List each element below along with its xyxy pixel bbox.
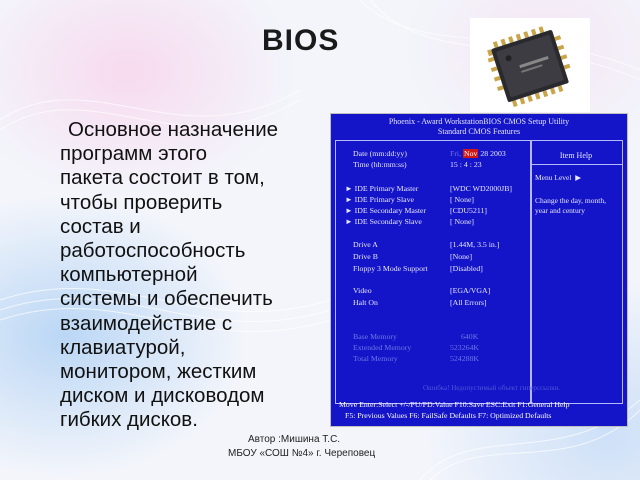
drive-value[interactable]: [None] [450, 252, 473, 261]
footer-keys-line1: Move Enter:Select +/-/PU/PD:Value F10:Save ESC:Exit F1:General Help [339, 400, 570, 409]
author-credit: Автор :Мишина Т.С. [248, 434, 341, 445]
paragraph-line: программ этого [60, 142, 208, 166]
paragraph-line: пакета состоит в том, [60, 166, 265, 190]
memory-value: 640K [461, 332, 479, 341]
paragraph-line: состав и [60, 214, 141, 238]
slide-paragraph [60, 118, 332, 433]
bios-header-title: Phoenix - Award WorkstationBIOS CMOS Setup Utility [388, 117, 570, 126]
ide-item[interactable]: ► IDE Primary Slave [345, 195, 415, 204]
date-month-selected[interactable]: Nov [464, 149, 478, 158]
memory-label: Extended Memory [353, 343, 412, 352]
bios-setup-screenshot [330, 113, 628, 427]
halt-value[interactable]: [All Errors] [450, 298, 487, 307]
ide-value: [WDC WD2000JB] [450, 184, 513, 193]
slide-title: BIOS [262, 24, 340, 57]
paragraph-line: диском и дисководом [60, 384, 265, 408]
date-rest: 28 2003 [480, 149, 506, 158]
footer-keys-line2: F5: Previous Values F6: FailSafe Defaults F7: Optimized Defaults [345, 411, 552, 420]
ide-value: [CDU5211] [450, 206, 487, 215]
drive-label: Drive B [353, 252, 378, 261]
help-description: Change the day, month, year and century [535, 196, 606, 215]
memory-value: 524288K [450, 354, 480, 363]
help-title: Item Help [559, 151, 593, 160]
bios-chip-icon [470, 18, 590, 112]
ide-value: [ None] [450, 195, 475, 204]
ide-item[interactable]: ► IDE Secondary Master [345, 206, 427, 215]
paragraph-line: работоспособность [60, 239, 246, 263]
time-label: Time (hh:mm:ss) [353, 160, 407, 169]
paragraph-line: гибких дисков. [60, 408, 198, 432]
broken-link-watermark: Ошибка! Недопустимый объект гиперссылки. [423, 384, 561, 392]
ide-value: [ None] [450, 217, 475, 226]
drive-label: Drive A [353, 240, 378, 249]
paragraph-line: чтобы проверить [60, 190, 223, 214]
drive-value[interactable]: [1.44M, 3.5 in.] [450, 240, 500, 249]
paragraph-line: клавиатурой, [60, 335, 186, 359]
drive-label: Floppy 3 Mode Support [353, 264, 428, 273]
memory-value: 523264K [450, 343, 480, 352]
video-value[interactable]: [EGA/VGA] [450, 286, 491, 295]
date-day: Fri, [450, 149, 462, 158]
paragraph-line: Основное назначение [68, 118, 279, 141]
school-credit: МБОУ «СОШ №4» г. Череповец [228, 448, 376, 459]
help-divider [531, 164, 622, 165]
date-label: Date (mm:dd:yy) [353, 149, 407, 158]
date-value[interactable] [450, 149, 506, 158]
paragraph-line: компьютерной [60, 263, 198, 287]
video-label: Video [353, 286, 372, 295]
time-value[interactable]: 15 : 4 : 23 [450, 160, 482, 169]
ide-item[interactable]: ► IDE Primary Master [345, 184, 419, 193]
paragraph-line: системы и обеспечить [60, 287, 273, 311]
memory-label: Base Memory [353, 332, 397, 341]
memory-label: Total Memory [353, 354, 398, 363]
help-menu-level: Menu Level ▶ [535, 173, 581, 182]
menu-level-arrow-icon: ▶ [575, 173, 581, 182]
halt-label: Halt On [353, 298, 378, 307]
bios-chip-image [470, 18, 590, 112]
bios-header-subtitle: Standard CMOS Features [437, 127, 521, 136]
drive-value[interactable]: [Disabled] [450, 264, 483, 273]
paragraph-line: монитором, жестким [60, 360, 257, 384]
paragraph-line: взаимодействие с [60, 311, 233, 335]
ide-item[interactable]: ► IDE Secondary Slave [345, 217, 422, 226]
